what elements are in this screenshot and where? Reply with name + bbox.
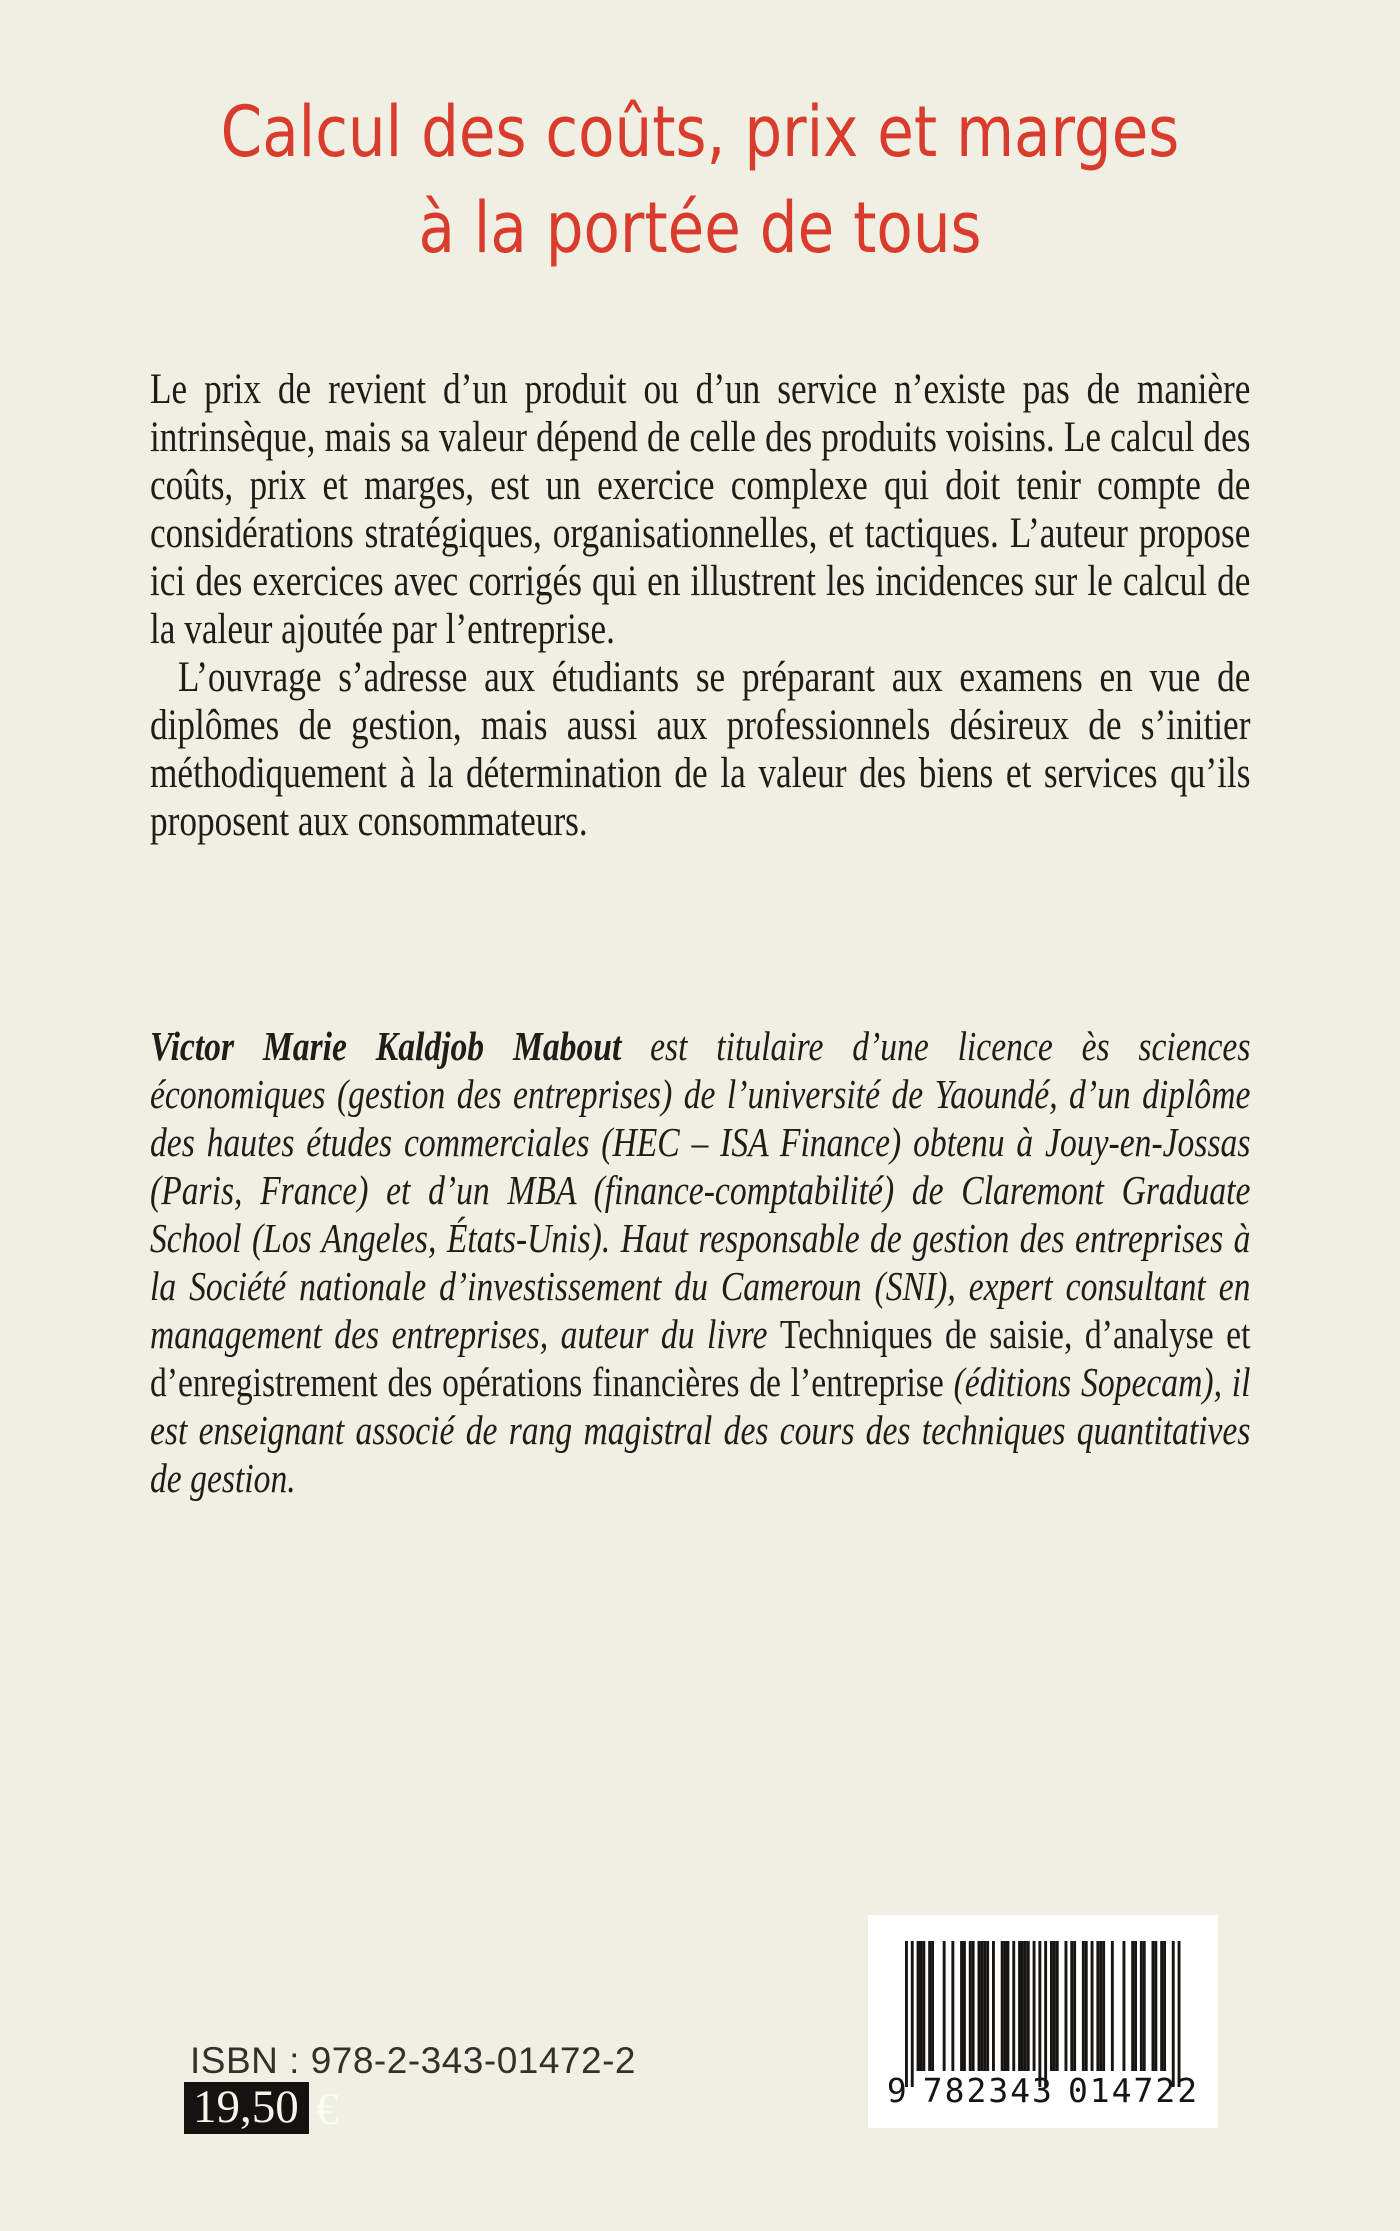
barcode-digit-group-2: 014722 (1067, 2071, 1200, 2110)
isbn-label: ISBN : 978-2-343-01472-2 (190, 2040, 636, 2081)
author-bio-text-2: (éditions Sopecam), il est enseignant associé de rang magistral des cours des techniques quantitatives de gestion. (150, 1359, 1251, 1501)
author-bio (150, 1022, 1250, 1502)
synopsis (150, 366, 1250, 846)
book-title-line-1: Calcul des coûts, prix et marges (220, 91, 1180, 173)
author-bio-paragraph (150, 1022, 1250, 1502)
barcode-bars-icon (905, 1941, 1181, 2087)
price-value: 19,50 (184, 2082, 309, 2134)
synopsis-paragraph-1: Le prix de revient d’un produit ou d’un service n’existe pas de manière intrinsèque, mais sa valeur dépend de celle des produits voisins. Le calcul des coûts, prix et marges, est un exercice complexe qui doit tenir compte de considérations stratégiques, organisationnelles, et tactiques. L’auteur propose ici des exercices avec corrigés qui en illustrent les incidences sur le calcul de la valeur ajoutée par l’entreprise. (150, 366, 1251, 653)
author-name: Victor Marie Kaldjob Mabout (150, 1023, 622, 1069)
barcode-digit-first: 9 (886, 2071, 909, 2110)
book-title-line-2: à la portée de tous (418, 187, 982, 269)
euro-sign: € (315, 2083, 339, 2134)
cited-book-title: Techniques de saisie, d’analyse et d’enregistrement des opérations financières de l’entreprise (150, 1311, 1251, 1405)
synopsis-paragraph-2: L’ouvrage s’adresse aux étudiants se préparant aux examens en vue de diplômes de gestion, mais aussi aux professionnels désireux de s’initier méthodiquement à la détermination de la valeur des biens et services qu’ils proposent aux consommateurs. (150, 654, 1251, 845)
barcode (868, 1915, 1218, 2128)
author-bio-text-1: est titulaire d’une licence ès sciences économiques (gestion des entreprises) de l’université de Yaoundé, d’un diplôme des hautes études commerciales (HEC – ISA Finance) obtenu à Jouy-en-Jossas (Paris, France) et d’un MBA (finance-comptabilité) de Claremont Graduate School (Los Angeles, États-Unis). Haut responsable de gestion des entreprises à la Société nationale d’investissement du Cameroun (SNI), expert consultant en management des entreprises, auteur du livre (150, 1023, 1251, 1357)
price (184, 2082, 339, 2136)
barcode-digit-group-1: 782343 (922, 2071, 1054, 2110)
book-title (105, 84, 1295, 276)
barcode-digits (868, 2071, 1218, 2110)
